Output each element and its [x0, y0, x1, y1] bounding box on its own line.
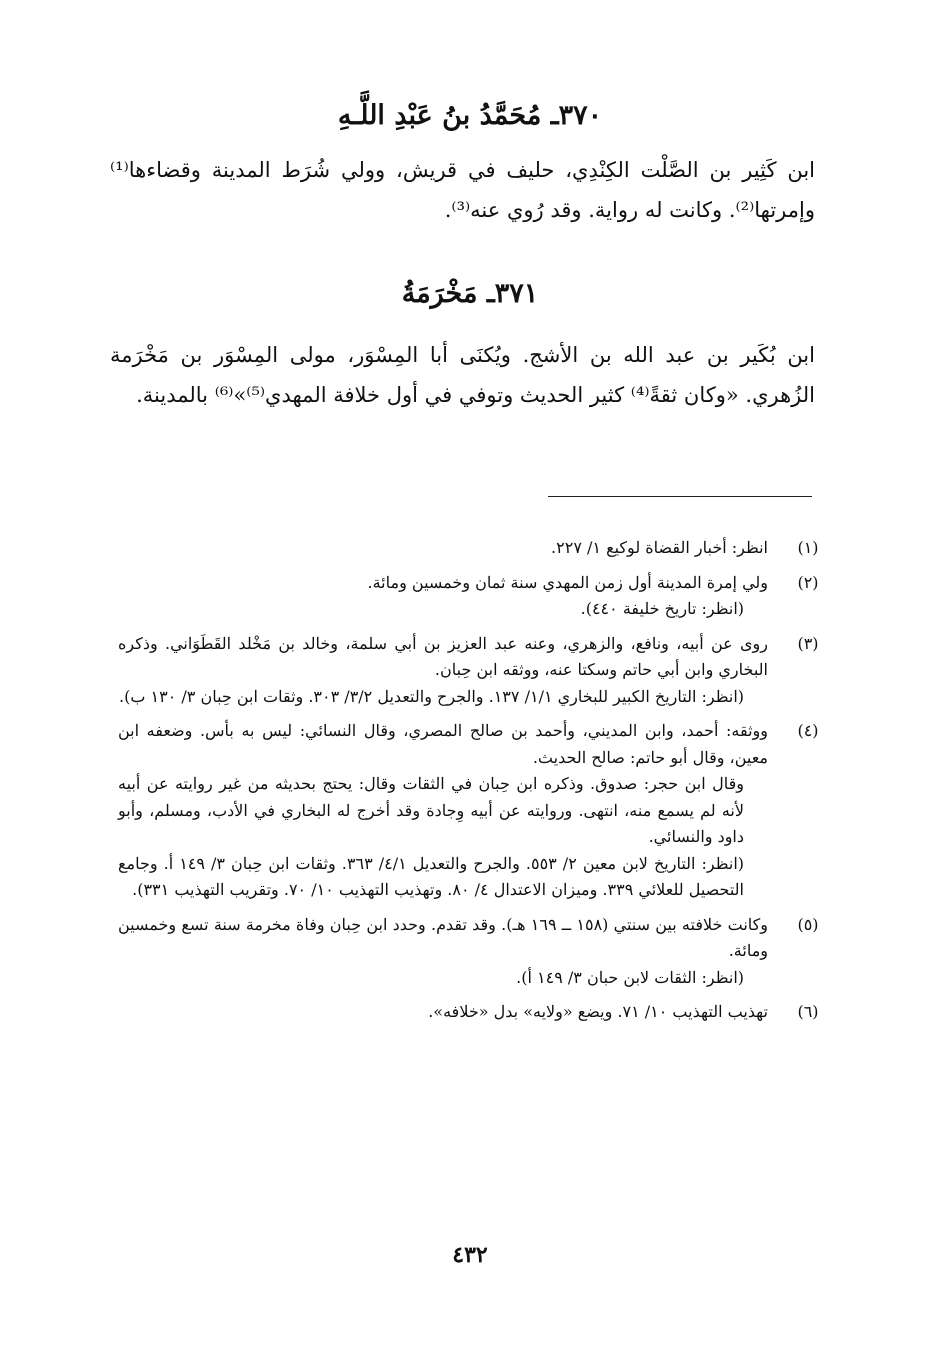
footnote-reference: (انظر: تاريخ خليفة ٤٤٠). [580, 599, 744, 618]
footnote-6 [118, 999, 828, 1026]
footnote-1 [118, 535, 828, 562]
footnote-separator [548, 496, 812, 497]
footnote-line: تهذيب التهذيب ١٠/ ٧١. ويضع «ولايه» بدل «خلافه». [428, 1002, 768, 1021]
footnote-number: (٥) [797, 914, 819, 934]
footnote-4 [118, 718, 828, 904]
footnotes [118, 535, 828, 1026]
footnote-line: انظر: أخبار القضاة لوكيع ١/ ٢٢٧. [551, 538, 768, 557]
footnote-number: (١) [797, 538, 819, 557]
footnote-line: وكانت خلافته بين سنتي (١٥٨ ــ ١٦٩ هـ). وقد تقدم. وحدد ابن حِبان وفاة مخرمة سنة تسع وخمسين ومائة. [118, 914, 769, 960]
footnote-line: ووثقه: أحمد، وابن المديني، وأحمد بن صالح المصري، وقال النسائي: ليس به بأس. وضعفه ابن معين، وقال أبو حاتم: صالح الحديث. [118, 721, 768, 767]
footnote-number: (٢) [797, 572, 819, 592]
footnote-number: (٣) [797, 633, 819, 653]
page-number: ٤٣٢ [452, 1242, 488, 1268]
footnote-reference: (انظر: الثقات لابن حبان ٣/ ١٤٩ أ). [516, 967, 744, 987]
footnote-line: ولي إمرة المدينة أول زمن المهدي سنة ثمان وخمسين ومائة. [367, 572, 768, 592]
footnote-reference: (انظر: التاريخ لابن معين ٢/ ٥٥٣. والجرح والتعديل ٤/١/ ٣٦٣. وثقات ابن حِبان ٣/ ١٤٩ أ. وجامع التحصيل للعلائي ٣٣٩. وميزان الاعتدال ٤/ ٨٠. وتهذيب التهذيب ١٠/ ٧٠. وتقريب التهذيب ٣٣١). [118, 853, 745, 899]
footnote-line: وقال ابن حجر: صدوق. وذكره ابن حِبان في الثقات وقال: يحتج بحديثه من غير روايته عن أبيه لأنه لم يسمع منه، انتهى. وروايته عن أبيه وِجادة وقد أخرج له البخاري في الأدب، ومسلم، وأبو داود والنسائي. [118, 774, 744, 846]
entry-text-370: ابن كَثِير بن الصَّلْت الكِنْدِي، حليف في قريش، وولي شُرَط المدينة وقضاءها⁽¹⁾ وإمرتها⁽²⁾. وكانت له رواية. وقد رُوي عنه⁽³⁾. [110, 158, 815, 222]
entry-heading-370: ٣٧٠ـ مُحَمَّدُ بنُ عَبْدِ اللَّـهِ [337, 100, 603, 131]
entry-heading-371: ٣٧١ـ مَخْرَمَةُ [401, 278, 539, 309]
footnote-2 [118, 570, 828, 623]
entry-text-371: ابن بُكَير بن عبد الله بن الأشج. ويُكنَى أبا المِسْوَر، مولى المِسْوَر بن مَخْرَمة الزُهري. «وكان ثقةً⁽⁴⁾ كثير الحديث وتوفي في أول خلافة المهدي⁽⁵⁾»⁽⁶⁾ بالمدينة. [110, 343, 815, 407]
footnote-5 [118, 912, 828, 992]
footnote-reference: (انظر: التاريخ الكبير للبخاري ١/١/ ١٣٧. والجرح والتعديل ٣/٢/ ٣٠٣. وثقات ابن حِبان ٣/ ١٣٠ ب). [119, 686, 744, 706]
footnote-number: (٤) [797, 721, 819, 740]
footnote-line: روى عن أبيه، ونافع، والزهري، وعنه عبد العزيز بن أبي سلمة، وخالد بن مَخْلد القَطَوَاني. وذكره البخاري وابن أبي حاتم وسكتا عنه، ووثقه ابن حِبان. [118, 633, 768, 679]
footnote-3 [118, 631, 828, 711]
footnote-number: (٦) [797, 1002, 819, 1021]
